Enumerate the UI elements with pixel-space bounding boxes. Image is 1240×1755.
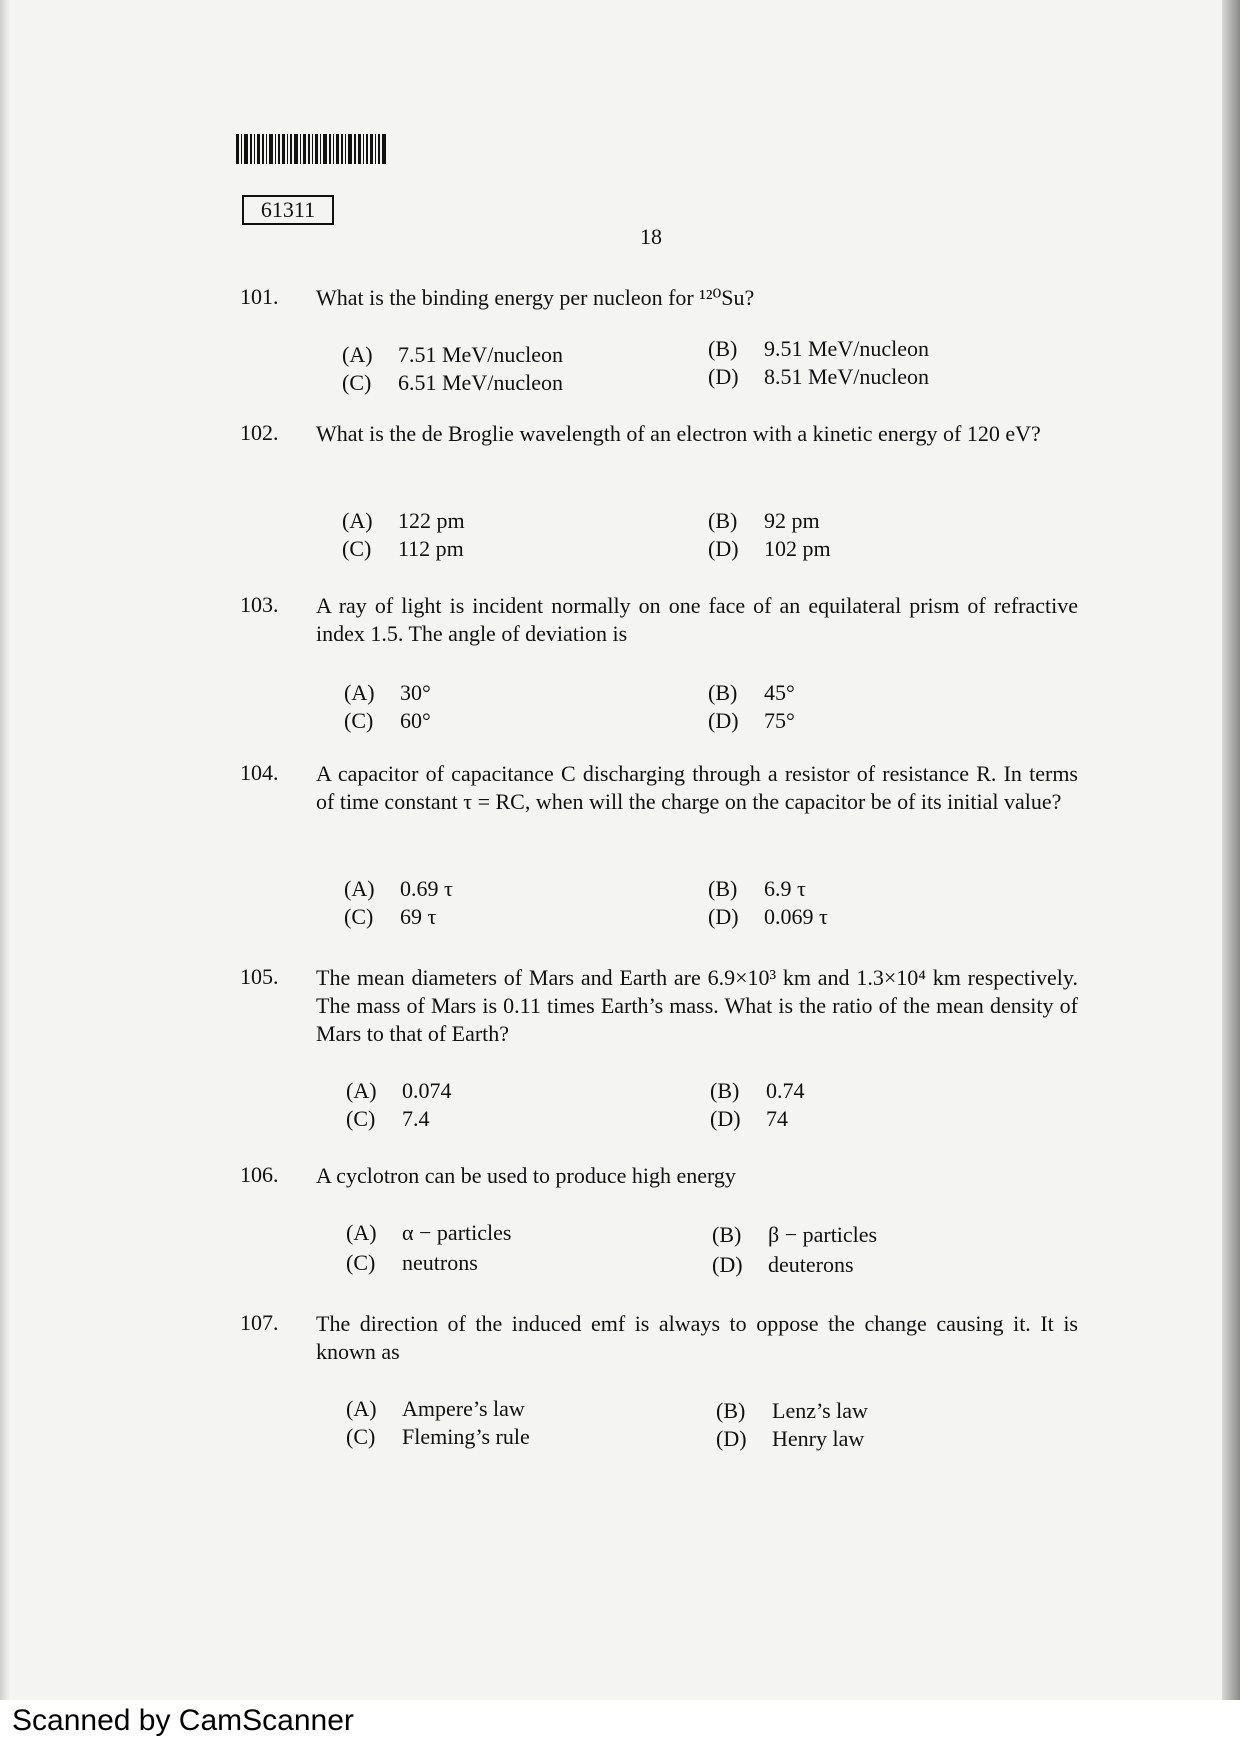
option-label: (A) [346, 1078, 377, 1103]
barcode [236, 134, 396, 164]
question-text: A cyclotron can be used to produce high energy [316, 1163, 736, 1188]
option-b[interactable] [712, 1222, 877, 1248]
option-a[interactable] [344, 876, 453, 902]
option-b[interactable] [708, 680, 795, 706]
option-text: 74 [766, 1106, 788, 1131]
question-number: 107. [240, 1310, 279, 1335]
question-number: 105. [240, 964, 279, 989]
option-label: (B) [708, 876, 738, 901]
option-text: 9.51 MeV/nucleon [764, 336, 929, 361]
page-right-edge [1222, 0, 1240, 1700]
option-label: (C) [342, 370, 372, 395]
option-label: (D) [708, 364, 739, 389]
option-label: (B) [708, 680, 738, 705]
option-text: 0.074 [402, 1078, 452, 1103]
option-text: Henry law [772, 1426, 865, 1451]
option-label: (C) [342, 536, 372, 561]
option-c[interactable] [342, 370, 563, 396]
option-d[interactable] [708, 536, 831, 562]
option-b[interactable] [710, 1078, 805, 1104]
option-label: (D) [708, 708, 739, 733]
option-label: (C) [344, 904, 374, 929]
page-number: 18 [640, 224, 662, 249]
option-text: 45° [764, 680, 795, 705]
option-a[interactable] [342, 342, 563, 368]
option-label: (C) [346, 1106, 376, 1131]
option-d[interactable] [710, 1106, 788, 1132]
question-text: What is the de Broglie wavelength of an electron with a kinetic energy of 120 eV? [316, 421, 1041, 446]
option-label: (A) [342, 508, 373, 533]
option-c[interactable] [342, 536, 464, 562]
option-b[interactable] [708, 336, 929, 362]
option-c[interactable] [344, 904, 436, 930]
option-d[interactable] [712, 1252, 854, 1278]
option-text: 30° [400, 680, 431, 705]
option-text: 8.51 MeV/nucleon [764, 364, 929, 389]
option-label: (A) [344, 876, 375, 901]
option-label: (B) [708, 336, 738, 361]
question-text: The direction of the induced emf is always to oppose the change causing it. It is known as [316, 1311, 1078, 1364]
option-c[interactable] [346, 1106, 430, 1132]
question-number: 101. [240, 284, 279, 309]
option-text: 122 pm [398, 508, 465, 533]
option-text: 92 pm [764, 508, 820, 533]
option-text: Fleming’s rule [402, 1424, 530, 1449]
option-label: (A) [342, 342, 373, 367]
option-text: 7.51 MeV/nucleon [398, 342, 563, 367]
option-b[interactable] [708, 876, 806, 902]
page-left-edge [0, 0, 10, 1700]
option-label: (D) [708, 536, 739, 561]
option-text: α − particles [402, 1220, 512, 1245]
question-number: 103. [240, 592, 279, 617]
option-label: (C) [344, 708, 374, 733]
question-text: A capacitor of capacitance C discharging through a resistor of resistance R. In terms of time constant τ = RC, when will the charge on the capacitor be of its initial value? [316, 761, 1078, 814]
question-text: What is the binding energy per nucleon for ¹²⁰Su? [316, 285, 755, 310]
option-a[interactable] [346, 1396, 525, 1422]
option-text: 60° [400, 708, 431, 733]
option-text: 0.69 τ [400, 876, 453, 901]
option-text: neutrons [402, 1250, 478, 1275]
option-text: deuterons [768, 1252, 854, 1277]
option-label: (C) [346, 1250, 376, 1275]
question-number: 104. [240, 760, 279, 785]
option-label: (B) [708, 508, 738, 533]
option-text: 102 pm [764, 536, 831, 561]
option-d[interactable] [716, 1426, 864, 1452]
option-label: (B) [710, 1078, 740, 1103]
option-text: 6.9 τ [764, 876, 806, 901]
question-text: The mean diameters of Mars and Earth are 6.9×10³ km and 1.3×10⁴ km respectively. The mass of Mars is 0.11 times Earth’s mass. What is the ratio of the mean density of Mars to that of Earth? [316, 965, 1078, 1046]
option-label: (C) [346, 1424, 376, 1449]
option-a[interactable] [346, 1078, 452, 1104]
option-label: (D) [708, 904, 739, 929]
question-number: 102. [240, 420, 279, 445]
option-label: (B) [712, 1222, 742, 1247]
option-c[interactable] [344, 708, 431, 734]
option-text: 112 pm [398, 536, 464, 561]
option-d[interactable] [708, 708, 795, 734]
option-label: (D) [716, 1426, 747, 1451]
option-a[interactable] [342, 508, 465, 534]
scanner-watermark: Scanned by CamScanner [12, 1704, 354, 1737]
option-label: (B) [716, 1398, 746, 1423]
option-text: 0.069 τ [764, 904, 828, 929]
option-label: (D) [712, 1252, 743, 1277]
question-text: A ray of light is incident normally on one face of an equilateral prism of refractive index 1.5. The angle of deviation is [316, 593, 1078, 646]
option-b[interactable] [716, 1398, 868, 1424]
option-d[interactable] [708, 364, 929, 390]
option-text: β − particles [768, 1222, 878, 1247]
option-a[interactable] [346, 1220, 511, 1246]
option-c[interactable] [346, 1424, 530, 1450]
option-label: (A) [344, 680, 375, 705]
option-text: 0.74 [766, 1078, 805, 1103]
option-text: 69 τ [400, 904, 437, 929]
option-text: 7.4 [402, 1106, 430, 1131]
option-d[interactable] [708, 904, 828, 930]
option-c[interactable] [346, 1250, 478, 1276]
option-text: Lenz’s law [772, 1398, 868, 1423]
option-text: Ampere’s law [402, 1396, 525, 1421]
option-text: 6.51 MeV/nucleon [398, 370, 563, 395]
option-a[interactable] [344, 680, 431, 706]
option-text: 75° [764, 708, 795, 733]
option-b[interactable] [708, 508, 820, 534]
option-label: (D) [710, 1106, 741, 1131]
option-label: (A) [346, 1220, 377, 1245]
option-label: (A) [346, 1396, 377, 1421]
paper-code: 61311 [242, 195, 334, 225]
question-number: 106. [240, 1162, 279, 1187]
